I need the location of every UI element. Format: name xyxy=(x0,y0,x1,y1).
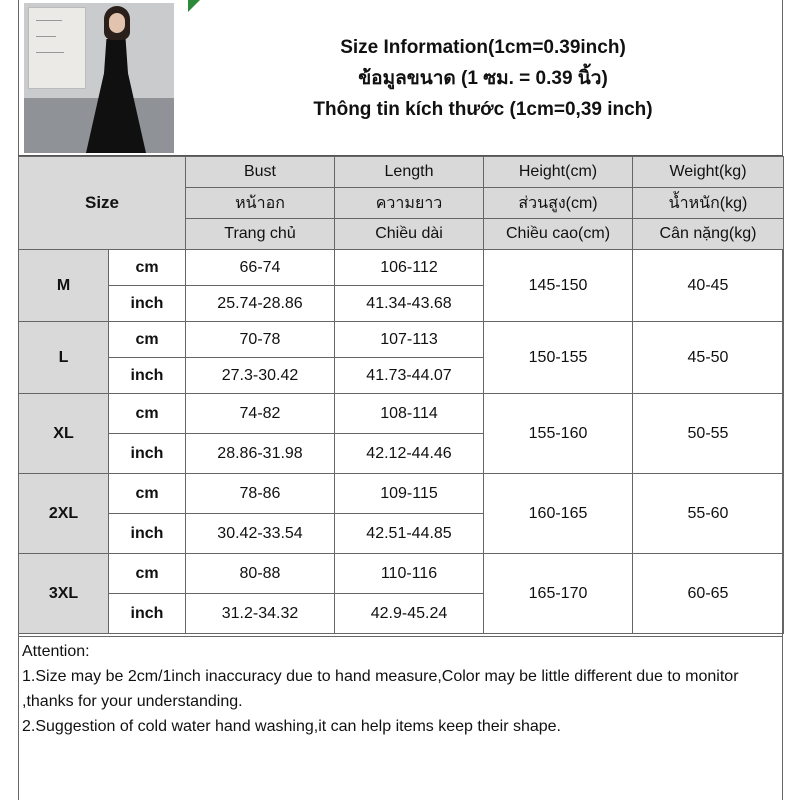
table-row xyxy=(19,394,784,434)
length-inch: 42.51-44.85 xyxy=(335,514,484,554)
title-block xyxy=(183,0,783,156)
size-label-xl: XL xyxy=(19,394,109,474)
col-header-bust-thai: หน้าอก xyxy=(186,188,335,219)
col-header-weight-thai: น้ำหนัก(kg) xyxy=(633,188,784,219)
unit-cm: cm xyxy=(109,322,186,358)
unit-inch: inch xyxy=(109,358,186,394)
height-range: 155-160 xyxy=(484,394,633,474)
title-thai: ข้อมูลขนาด (1 ซม. = 0.39 นิ้ว) xyxy=(358,67,608,89)
size-label-2xl: 2XL xyxy=(19,474,109,554)
bust-cm: 70-78 xyxy=(186,322,335,358)
unit-cm: cm xyxy=(109,394,186,434)
length-inch: 42.9-45.24 xyxy=(335,594,484,634)
col-header-length: Length xyxy=(335,157,484,188)
weight-range: 60-65 xyxy=(633,554,784,634)
unit-inch: inch xyxy=(109,594,186,634)
bust-inch: 30.42-33.54 xyxy=(186,514,335,554)
col-header-length-thai: ความยาว xyxy=(335,188,484,219)
bust-cm: 74-82 xyxy=(186,394,335,434)
table-row xyxy=(19,474,784,514)
model-face xyxy=(109,13,125,33)
length-inch: 41.73-44.07 xyxy=(335,358,484,394)
bust-cm: 66-74 xyxy=(186,250,335,286)
weight-range: 50-55 xyxy=(633,394,784,474)
attention-note-1: 1.Size may be 2cm/1inch inaccuracy due to hand measure,Color may be little different due to monitor ,thanks for your understanding. xyxy=(22,668,739,710)
size-label-l: L xyxy=(19,322,109,394)
length-inch: 41.34-43.68 xyxy=(335,286,484,322)
length-inch: 42.12-44.46 xyxy=(335,434,484,474)
size-chart-table xyxy=(18,156,784,634)
bust-inch: 25.74-28.86 xyxy=(186,286,335,322)
length-cm: 109-115 xyxy=(335,474,484,514)
length-cm: 110-116 xyxy=(335,554,484,594)
col-header-bust-vi: Trang chủ xyxy=(186,219,335,250)
col-header-weight-vi: Cân nặng(kg) xyxy=(633,219,784,250)
weight-range: 40-45 xyxy=(633,250,784,322)
height-range: 150-155 xyxy=(484,322,633,394)
attention-heading: Attention: xyxy=(22,643,90,660)
col-header-height-vi: Chiều cao(cm) xyxy=(484,219,633,250)
unit-inch: inch xyxy=(109,286,186,322)
length-cm: 106-112 xyxy=(335,250,484,286)
model-photo-icon xyxy=(24,3,174,153)
bust-inch: 31.2-34.32 xyxy=(186,594,335,634)
bust-cm: 78-86 xyxy=(186,474,335,514)
unit-inch: inch xyxy=(109,514,186,554)
title-english: Size Information(1cm=0.39inch) xyxy=(340,36,626,58)
size-label-3xl: 3XL xyxy=(19,554,109,634)
col-header-length-vi: Chiều dài xyxy=(335,219,484,250)
table-row xyxy=(19,322,784,358)
table-row xyxy=(19,250,784,286)
attention-notes xyxy=(18,636,783,800)
bust-inch: 28.86-31.98 xyxy=(186,434,335,474)
unit-cm: cm xyxy=(109,554,186,594)
height-range: 165-170 xyxy=(484,554,633,634)
col-header-height-thai: ส่วนสูง(cm) xyxy=(484,188,633,219)
title-vietnamese: Thông tin kích thước (1cm=0,39 inch) xyxy=(313,98,653,120)
unit-inch: inch xyxy=(109,434,186,474)
bust-inch: 27.3-30.42 xyxy=(186,358,335,394)
col-header-bust: Bust xyxy=(186,157,335,188)
bust-cm: 80-88 xyxy=(186,554,335,594)
size-label-m: M xyxy=(19,250,109,322)
size-info-header xyxy=(18,0,783,156)
size-header-cell: Size xyxy=(19,157,186,250)
height-range: 145-150 xyxy=(484,250,633,322)
length-cm: 107-113 xyxy=(335,322,484,358)
col-header-weight: Weight(kg) xyxy=(633,157,784,188)
attention-note-2: 2.Suggestion of cold water hand washing,it can help items keep their shape. xyxy=(22,718,561,735)
table-row xyxy=(19,554,784,594)
black-dress-figure xyxy=(86,39,146,153)
height-range: 160-165 xyxy=(484,474,633,554)
unit-cm: cm xyxy=(109,250,186,286)
col-header-height: Height(cm) xyxy=(484,157,633,188)
unit-cm: cm xyxy=(109,474,186,514)
length-cm: 108-114 xyxy=(335,394,484,434)
gallery-sign xyxy=(28,7,86,89)
weight-range: 45-50 xyxy=(633,322,784,394)
weight-range: 55-60 xyxy=(633,474,784,554)
